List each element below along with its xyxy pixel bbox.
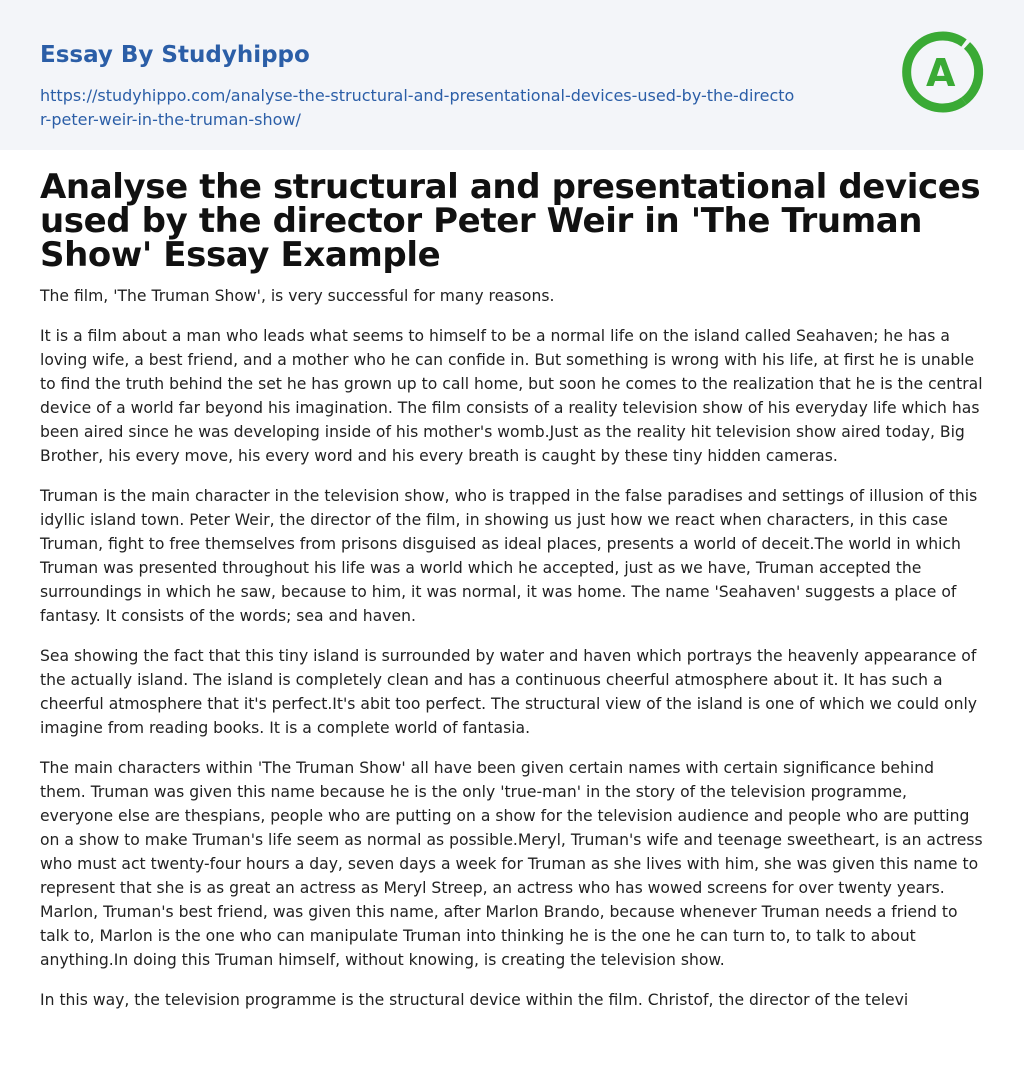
site-brand[interactable]: Essay By Studyhippo: [40, 42, 310, 68]
article-paragraph: The main characters within 'The Truman Show' all have been given certain names with certain significance behind them. Truman was given this name because he is the only 'true-man' in the story of the television programme, everyone else are thespians, people who are putting on a show for the television audience and people who are putting on a show to make Truman's life seem as normal as possible.Meryl, Truman's wife and teenage sweetheart, is an actress who must act twenty-four hours a day, seven days a week for Truman as she lives with him, she was given this name to represent that she is as great an actress as Meryl Streep, an actress who has wowed screens for over twenty years. Marlon, Truman's best friend, was given this name, after Marlon Brando, because whenever Truman needs a friend to talk to, Marlon is the one who can manipulate Truman into thinking he is the one he can turn to, to talk to about anything.In doing this Truman himself, without knowing, is creating the television show.: [40, 759, 983, 969]
source-url-link[interactable]: https://studyhippo.com/analyse-the-structural-and-presentational-devices-used-by-the-director-peter-weir-in-the-truman-show/: [40, 86, 795, 129]
studyhippo-logo-icon[interactable]: [900, 29, 986, 115]
article-paragraph: It is a film about a man who leads what seems to himself to be a normal life on the island called Seahaven; he has a loving wife, a best friend, and a mother who he can confide in. But something is wrong with his life, at first he is unable to find the truth behind the set he has grown up to call home, but soon he comes to the realization that he is the central device of a world far beyond his imagination. The film consists of a reality television show of his everyday life which has been aired since he was developing inside of his mother's womb.Just as the reality hit television show aired today, Big Brother, his every move, his every word and his every breath is caught by these tiny hidden cameras.: [40, 327, 983, 465]
article-title: Analyse the structural and presentational devices used by the director Peter Weir in 'The Truman Show' Essay Example: [40, 167, 981, 275]
site-header: [0, 0, 1024, 150]
article-paragraph: The film, 'The Truman Show', is very successful for many reasons.: [40, 287, 555, 305]
article: [0, 150, 1024, 1012]
logo-letter: A: [926, 51, 956, 95]
article-paragraph-truncated: In this way, the television programme is the structural device within the film. Christof, the director of the televi: [40, 991, 909, 1009]
article-paragraph: Sea showing the fact that this tiny island is surrounded by water and haven which portrays the heavenly appearance of the actually island. The island is completely clean and has a continuous cheerful atmosphere about it. It has such a cheerful atmosphere that it's perfect.It's abit too perfect. The structural view of the island is one of which we could only imagine from reading books. It is a complete world of fantasia.: [40, 647, 978, 737]
article-paragraph: Truman is the main character in the television show, who is trapped in the false paradises and settings of illusion of this idyllic island town. Peter Weir, the director of the film, in showing us just how we react when characters, in this case Truman, fight to free themselves from prisons disguised as ideal places, presents a world of deceit.The world in which Truman was presented throughout his life was a world which he accepted, just as we have, Truman accepted the surroundings in which he saw, because to him, it was normal, it was home. The name 'Seahaven' suggests a place of fantasy. It consists of the words; sea and haven.: [40, 487, 978, 625]
